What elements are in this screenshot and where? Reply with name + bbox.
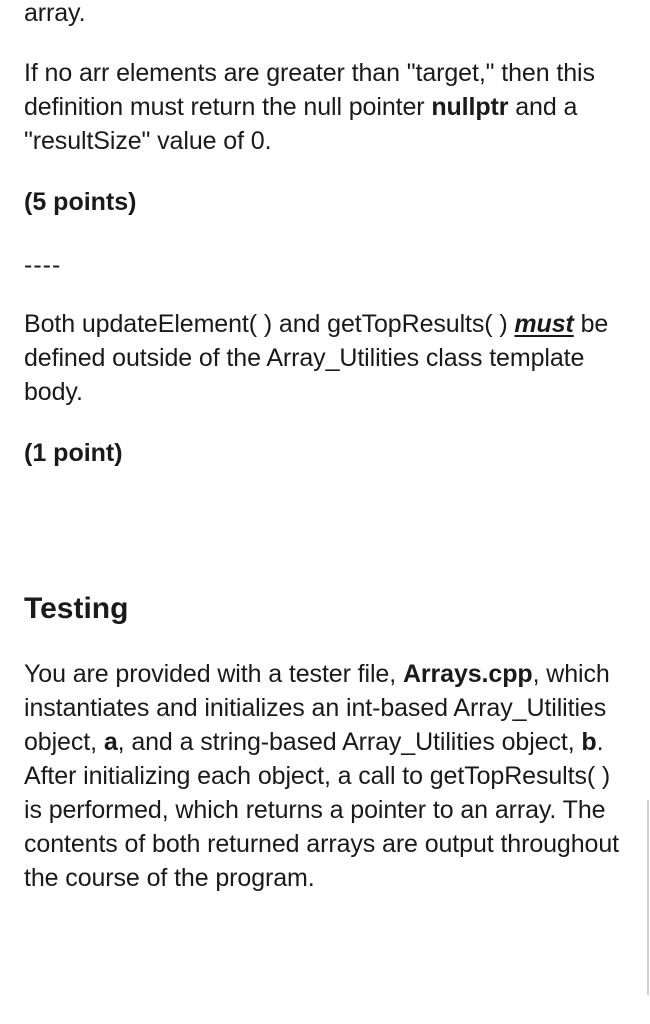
testing-paragraph bbox=[24, 657, 634, 895]
points-label-1: (1 point) bbox=[24, 439, 123, 467]
testing-text-1: You are provided with a tester file, bbox=[24, 660, 403, 688]
define-para-text-2: be defined outside of the Array_Utilities class template body. bbox=[24, 310, 609, 406]
testing-text-3: , and a string-based Array_Utilities object, bbox=[117, 728, 582, 756]
points-label-5: (5 points) bbox=[24, 188, 137, 216]
testing-text-4: . After initializing each object, a call to getTopResults( ) is performed, which returns a pointer to an array. The contents of both returned arrays are output throughout the course of the program. bbox=[24, 728, 619, 892]
intro-fragment: array. bbox=[24, 0, 86, 27]
tester-file-name: Arrays.cpp bbox=[402, 660, 533, 688]
define-outside-paragraph bbox=[24, 307, 634, 409]
testing-text-2: , which instantiates and initializes an int-based Array_Utilities object, bbox=[24, 660, 610, 756]
object-a-name: a bbox=[103, 728, 118, 756]
object-b-name: b bbox=[581, 728, 597, 756]
section-separator: ---- bbox=[24, 251, 62, 279]
must-emphasis: must bbox=[514, 310, 574, 338]
define-para-text-1: Both updateElement( ) and getTopResults( ) bbox=[24, 310, 515, 338]
testing-heading: Testing bbox=[24, 592, 129, 625]
null-para-text-1: If no arr elements are greater than "target," then this definition must return the null pointer bbox=[24, 59, 595, 121]
nullptr-keyword: nullptr bbox=[431, 93, 509, 121]
null-para-text-2: and a "resultSize" value of 0. bbox=[24, 93, 578, 155]
null-pointer-paragraph bbox=[24, 56, 634, 158]
scroll-edge-line bbox=[647, 800, 649, 995]
